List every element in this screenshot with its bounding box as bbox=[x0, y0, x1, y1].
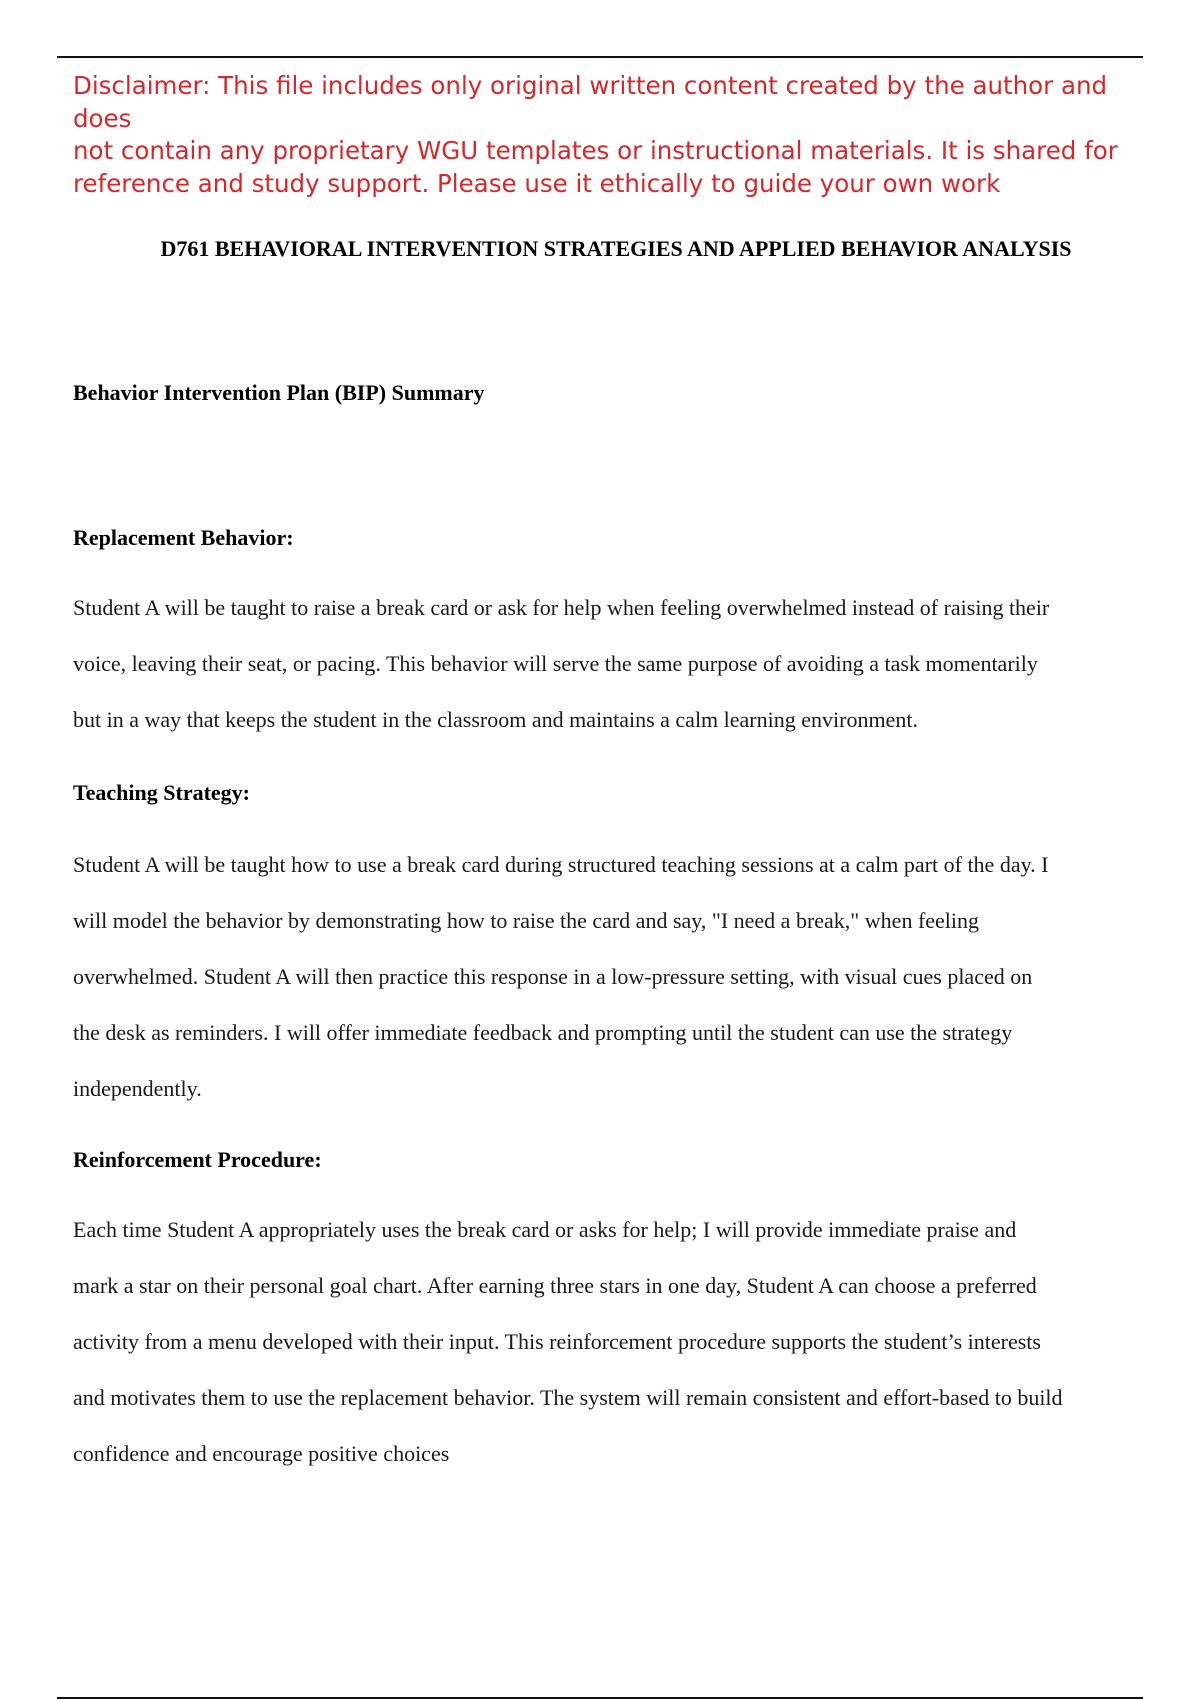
body-line: activity from a menu developed with their input. This reinforcement procedure supports the student’s interests bbox=[73, 1329, 1041, 1354]
bottom-divider bbox=[57, 1697, 1143, 1699]
body-line: will model the behavior by demonstrating how to raise the card and say, "I need a break," when feeling bbox=[73, 908, 980, 933]
section-heading-reinforcement-procedure: Reinforcement Procedure: bbox=[73, 1147, 322, 1172]
document-subtitle: Behavior Intervention Plan (BIP) Summary bbox=[73, 380, 485, 405]
body-line: overwhelmed. Student A will then practice this response in a low-pressure setting, with visual cues placed on bbox=[73, 964, 1033, 989]
body-line: the desk as reminders. I will offer immediate feedback and prompting until the student can use the strategy bbox=[73, 1020, 1013, 1045]
disclaimer-line: Disclaimer: This file includes only original written content created by the author and does bbox=[73, 71, 1108, 133]
top-divider bbox=[57, 56, 1143, 58]
body-line: but in a way that keeps the student in the classroom and maintains a calm learning environment. bbox=[73, 707, 918, 732]
body-line: independently. bbox=[73, 1076, 202, 1101]
body-line: Student A will be taught how to use a break card during structured teaching sessions at a calm part of the day. I bbox=[73, 852, 1049, 877]
section-body-teaching-strategy bbox=[73, 852, 1048, 1132]
section-body-reinforcement-procedure bbox=[73, 1217, 1063, 1497]
body-line: and motivates them to use the replacement behavior. The system will remain consistent and effort-based to build bbox=[73, 1385, 1063, 1410]
disclaimer-text bbox=[73, 70, 1173, 200]
body-line: confidence and encourage positive choices bbox=[73, 1441, 450, 1466]
body-line: voice, leaving their seat, or pacing. This behavior will serve the same purpose of avoiding a task momentarily bbox=[73, 651, 1038, 676]
document-title: D761 BEHAVIORAL INTERVENTION STRATEGIES AND APPLIED BEHAVIOR ANALYSIS bbox=[160, 236, 1072, 261]
section-heading-replacement-behavior: Replacement Behavior: bbox=[73, 525, 294, 550]
disclaimer-line: reference and study support. Please use it ethically to guide your own work bbox=[73, 168, 1001, 198]
body-line: mark a star on their personal goal chart. After earning three stars in one day, Student A can choose a preferred bbox=[73, 1273, 1037, 1298]
section-body-replacement-behavior bbox=[73, 595, 1049, 763]
section-heading-teaching-strategy: Teaching Strategy: bbox=[73, 780, 251, 805]
disclaimer-line: not contain any proprietary WGU templates or instructional materials. It is shared for bbox=[73, 136, 1118, 165]
body-line: Student A will be taught to raise a break card or ask for help when feeling overwhelmed instead of raising their bbox=[73, 595, 1050, 620]
body-line: Each time Student A appropriately uses the break card or asks for help; I will provide immediate praise and bbox=[73, 1217, 1017, 1242]
